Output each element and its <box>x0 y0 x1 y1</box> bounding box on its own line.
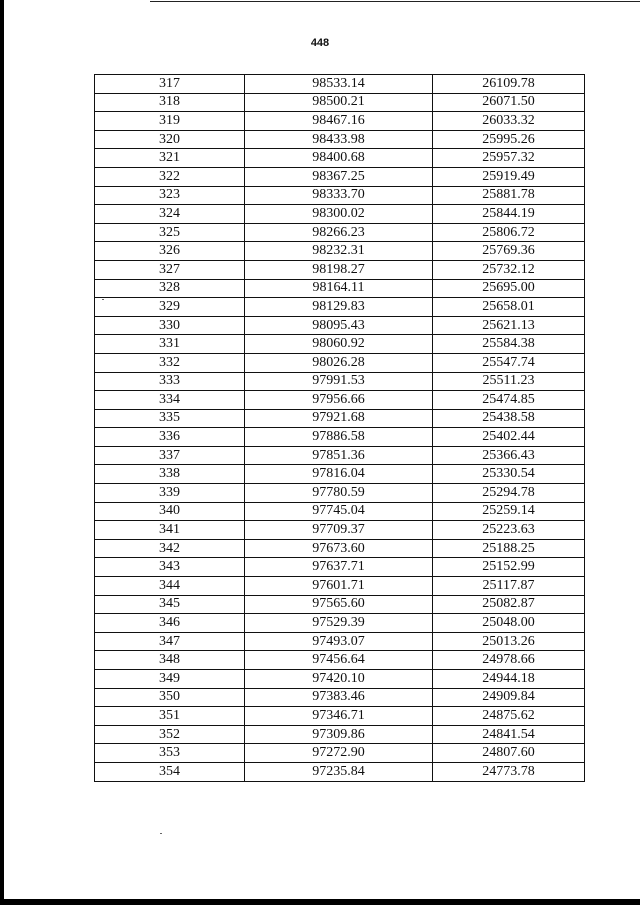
table-cell: 97780.59 <box>245 484 433 503</box>
table-cell: 24773.78 <box>433 762 585 781</box>
scan-left-border <box>0 0 4 905</box>
table-cell: 349 <box>95 670 245 689</box>
table-cell: 24944.18 <box>433 670 585 689</box>
table-cell: 326 <box>95 242 245 261</box>
table-cell: 25438.58 <box>433 409 585 428</box>
table-cell: 26109.78 <box>433 75 585 94</box>
table-row <box>95 428 585 447</box>
table-row <box>95 688 585 707</box>
table-cell: 98533.14 <box>245 75 433 94</box>
table-row <box>95 75 585 94</box>
table-cell: 98164.11 <box>245 279 433 298</box>
table-cell: 97637.71 <box>245 558 433 577</box>
table-row <box>95 260 585 279</box>
table-row <box>95 335 585 354</box>
table-row <box>95 372 585 391</box>
table-cell: 97235.84 <box>245 762 433 781</box>
table-row <box>95 391 585 410</box>
table-cell: 97565.60 <box>245 595 433 614</box>
table-cell: 26071.50 <box>433 93 585 112</box>
scan-speck <box>160 833 162 834</box>
table-row <box>95 762 585 781</box>
table-cell: 25366.43 <box>433 446 585 465</box>
table-cell: 25881.78 <box>433 186 585 205</box>
table-cell: 319 <box>95 112 245 131</box>
table-cell: 25223.63 <box>433 521 585 540</box>
table-cell: 97709.37 <box>245 521 433 540</box>
table-row <box>95 298 585 317</box>
table-cell: 25152.99 <box>433 558 585 577</box>
table-cell: 26033.32 <box>433 112 585 131</box>
table-cell: 348 <box>95 651 245 670</box>
table-cell: 25806.72 <box>433 223 585 242</box>
table-cell: 335 <box>95 409 245 428</box>
table-row <box>95 651 585 670</box>
table-row <box>95 205 585 224</box>
table-cell: 98060.92 <box>245 335 433 354</box>
table-cell: 97383.46 <box>245 688 433 707</box>
table-cell: 97420.10 <box>245 670 433 689</box>
table-cell: 320 <box>95 130 245 149</box>
table-cell: 25013.26 <box>433 632 585 651</box>
table-cell: 25511.23 <box>433 372 585 391</box>
table-cell: 25547.74 <box>433 353 585 372</box>
scan-top-border <box>150 1 640 2</box>
table-cell: 97851.36 <box>245 446 433 465</box>
table-cell: 98232.31 <box>245 242 433 261</box>
page-number: 448 <box>310 37 330 49</box>
table-cell: 337 <box>95 446 245 465</box>
table-cell: 97456.64 <box>245 651 433 670</box>
table-row <box>95 167 585 186</box>
table-row <box>95 242 585 261</box>
table-cell: 24841.54 <box>433 725 585 744</box>
table-cell: 98367.25 <box>245 167 433 186</box>
table-cell: 328 <box>95 279 245 298</box>
table-cell: 97346.71 <box>245 707 433 726</box>
table-cell: 322 <box>95 167 245 186</box>
table-row <box>95 502 585 521</box>
table-row <box>95 353 585 372</box>
table-cell: 25402.44 <box>433 428 585 447</box>
table-row <box>95 186 585 205</box>
table-cell: 98129.83 <box>245 298 433 317</box>
table-cell: 352 <box>95 725 245 744</box>
table-cell: 343 <box>95 558 245 577</box>
table-row <box>95 484 585 503</box>
table-cell: 25844.19 <box>433 205 585 224</box>
scan-bottom-border <box>0 899 640 905</box>
table-cell: 98433.98 <box>245 130 433 149</box>
data-table <box>94 74 585 782</box>
table-cell: 97921.68 <box>245 409 433 428</box>
table-cell: 25259.14 <box>433 502 585 521</box>
table-row <box>95 558 585 577</box>
table-cell: 345 <box>95 595 245 614</box>
table-cell: 333 <box>95 372 245 391</box>
table-cell: 25584.38 <box>433 335 585 354</box>
table-cell: 25658.01 <box>433 298 585 317</box>
table-cell: 98026.28 <box>245 353 433 372</box>
table-cell: 325 <box>95 223 245 242</box>
table-cell: 346 <box>95 614 245 633</box>
table-cell: 318 <box>95 93 245 112</box>
table-cell: 25048.00 <box>433 614 585 633</box>
table-cell: 341 <box>95 521 245 540</box>
table-cell: 327 <box>95 260 245 279</box>
table-cell: 339 <box>95 484 245 503</box>
table-row <box>95 670 585 689</box>
table-cell: 98300.02 <box>245 205 433 224</box>
table-row <box>95 707 585 726</box>
table-cell: 330 <box>95 316 245 335</box>
table-row <box>95 279 585 298</box>
table-cell: 98095.43 <box>245 316 433 335</box>
table-cell: 25082.87 <box>433 595 585 614</box>
table-cell: 97601.71 <box>245 577 433 596</box>
table-cell: 97991.53 <box>245 372 433 391</box>
table-cell: 97272.90 <box>245 744 433 763</box>
table-cell: 323 <box>95 186 245 205</box>
table-cell: 332 <box>95 353 245 372</box>
table-row <box>95 595 585 614</box>
table-cell: 97529.39 <box>245 614 433 633</box>
table-row <box>95 93 585 112</box>
table-row <box>95 149 585 168</box>
table-cell: 98198.27 <box>245 260 433 279</box>
table-cell: 329 <box>95 298 245 317</box>
table-cell: 353 <box>95 744 245 763</box>
table-cell: 351 <box>95 707 245 726</box>
table-cell: 25995.26 <box>433 130 585 149</box>
table-cell: 334 <box>95 391 245 410</box>
table-row <box>95 577 585 596</box>
table-row <box>95 521 585 540</box>
table-cell: 25695.00 <box>433 279 585 298</box>
table-cell: 97956.66 <box>245 391 433 410</box>
table-cell: 344 <box>95 577 245 596</box>
table-row <box>95 446 585 465</box>
table-cell: 98333.70 <box>245 186 433 205</box>
table-row <box>95 632 585 651</box>
table-cell: 25294.78 <box>433 484 585 503</box>
table-row <box>95 614 585 633</box>
table-cell: 25188.25 <box>433 539 585 558</box>
table-cell: 98400.68 <box>245 149 433 168</box>
table-row <box>95 223 585 242</box>
table-cell: 350 <box>95 688 245 707</box>
table-cell: 25117.87 <box>433 577 585 596</box>
table-cell: 24875.62 <box>433 707 585 726</box>
table-row <box>95 725 585 744</box>
table-body <box>95 75 585 782</box>
table-cell: 25330.54 <box>433 465 585 484</box>
table-cell: 97745.04 <box>245 502 433 521</box>
table-cell: 98266.23 <box>245 223 433 242</box>
table-cell: 24909.84 <box>433 688 585 707</box>
table-cell: 340 <box>95 502 245 521</box>
table-cell: 25919.49 <box>433 167 585 186</box>
table-row <box>95 112 585 131</box>
table-cell: 97816.04 <box>245 465 433 484</box>
table-cell: 97886.58 <box>245 428 433 447</box>
table-cell: 342 <box>95 539 245 558</box>
table-row <box>95 409 585 428</box>
table-cell: 25621.13 <box>433 316 585 335</box>
table-cell: 354 <box>95 762 245 781</box>
table-cell: 338 <box>95 465 245 484</box>
table-cell: 25957.32 <box>433 149 585 168</box>
table-row <box>95 130 585 149</box>
table-row <box>95 316 585 335</box>
table-cell: 24807.60 <box>433 744 585 763</box>
table-cell: 321 <box>95 149 245 168</box>
table-cell: 25474.85 <box>433 391 585 410</box>
table-cell: 25769.36 <box>433 242 585 261</box>
table-cell: 331 <box>95 335 245 354</box>
scan-speck <box>102 299 104 300</box>
table-cell: 347 <box>95 632 245 651</box>
table-row <box>95 744 585 763</box>
table-cell: 98500.21 <box>245 93 433 112</box>
table-cell: 97493.07 <box>245 632 433 651</box>
table-row <box>95 465 585 484</box>
table-cell: 97673.60 <box>245 539 433 558</box>
table-cell: 24978.66 <box>433 651 585 670</box>
table-cell: 324 <box>95 205 245 224</box>
table-cell: 98467.16 <box>245 112 433 131</box>
table-cell: 25732.12 <box>433 260 585 279</box>
table-cell: 336 <box>95 428 245 447</box>
table-cell: 97309.86 <box>245 725 433 744</box>
table-row <box>95 539 585 558</box>
table-cell: 317 <box>95 75 245 94</box>
